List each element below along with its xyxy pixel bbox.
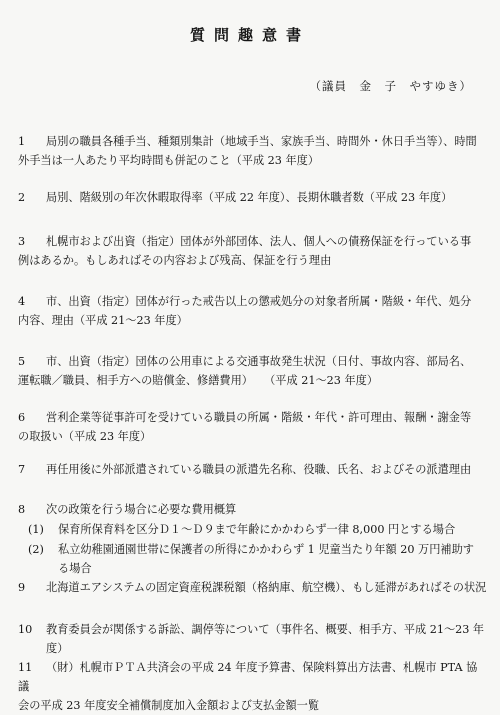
item-text: 営利企業等従事許可を受けている職員の所属・階級・年代・許可理由、報酬・謝金等 の取扱い（平成 23 年度） xyxy=(18,411,472,443)
item-number: 2 xyxy=(18,191,26,204)
question-item xyxy=(18,232,488,270)
item-text: 再任用後に外部派遣されている職員の派遣先名称、役職、氏名、およびその派遣理由 xyxy=(46,463,472,476)
item-number: 7 xyxy=(18,463,26,476)
item-number: 3 xyxy=(18,235,26,248)
item-number: 9 xyxy=(18,581,26,594)
item-text: 教育委員会が関係する訴訟、調停等について（事件名、概要、相手方、平成 21～23 年度） xyxy=(46,623,485,655)
question-item xyxy=(18,188,488,207)
question-item xyxy=(18,620,488,658)
author-line: （議員 金 子 やすゆき） xyxy=(309,79,472,93)
sub-item xyxy=(28,520,488,539)
item-number: 6 xyxy=(18,411,26,424)
document-title: 質問趣意書 xyxy=(189,26,310,44)
item-number: 8 xyxy=(18,503,26,516)
question-item xyxy=(18,460,488,479)
sub-item-text: 保育所保育料を区分Ｄ１～Ｄ９まで年齢にかかわらず一律 8,000 円とする場合 xyxy=(58,523,456,536)
question-item xyxy=(18,500,488,519)
question-item xyxy=(18,132,488,170)
sub-item-number: (2) xyxy=(28,543,44,556)
question-item xyxy=(18,352,488,390)
item-number: 1 xyxy=(18,135,26,148)
item-text: 次の政策を行う場合に必要な費用概算 xyxy=(46,503,237,516)
sub-item-text: 私立幼稚園通園世帯に保護者の所得にかかわらず 1 児童当たり年額 20 万円補助す る場合 xyxy=(58,543,474,575)
item-text: 市、出資（指定）団体の公用車による交通事故発生状況（日付、事故内容、部局名、 運転職／職員、相手方への賠償金、修繕費用） （平成 21～23 年度） xyxy=(18,355,472,387)
sub-item-number: (1) xyxy=(28,523,44,536)
item-number: 10 xyxy=(18,623,33,636)
item-text: 札幌市および出資（指定）団体が外部団体、法人、個人への債務保証を行っている事 例はあるか。もしあればその内容および残高、保証を行う理由 xyxy=(18,235,472,267)
item-text: 局別の職員各種手当、種類別集計（地域手当、家族手当、時間外・休日手当等）、時間 外手当は一人あたり平均時間も併記のこと（平成 23 年度） xyxy=(18,135,477,167)
question-item xyxy=(18,292,488,330)
item-text: 北海道エアシステムの固定資産税課税額（格納庫、航空機）、もし延滞があればその状況 xyxy=(46,581,487,594)
item-text: （財）札幌市ＰＴＡ共済会の平成 24 年度予算書、保険料算出方法書、札幌市 PTA 協議 会の平成 23 年度安全補償制度加入金額および支払金額一覧 xyxy=(18,661,478,712)
sub-item xyxy=(28,540,488,578)
item-number: 4 xyxy=(18,295,26,308)
item-number: 11 xyxy=(18,661,33,674)
question-item xyxy=(18,578,488,597)
question-item xyxy=(18,658,488,715)
item-text: 市、出資（指定）団体が行った戒告以上の懲戒処分の対象者所属・階級・年代、処分 内容、理由（平成 21～23 年度） xyxy=(18,295,472,327)
question-item xyxy=(18,408,488,446)
item-text: 局別、階級別の年次休暇取得率（平成 22 年度）、長期休職者数（平成 23 年度） xyxy=(46,191,453,204)
item-number: 5 xyxy=(18,355,26,368)
